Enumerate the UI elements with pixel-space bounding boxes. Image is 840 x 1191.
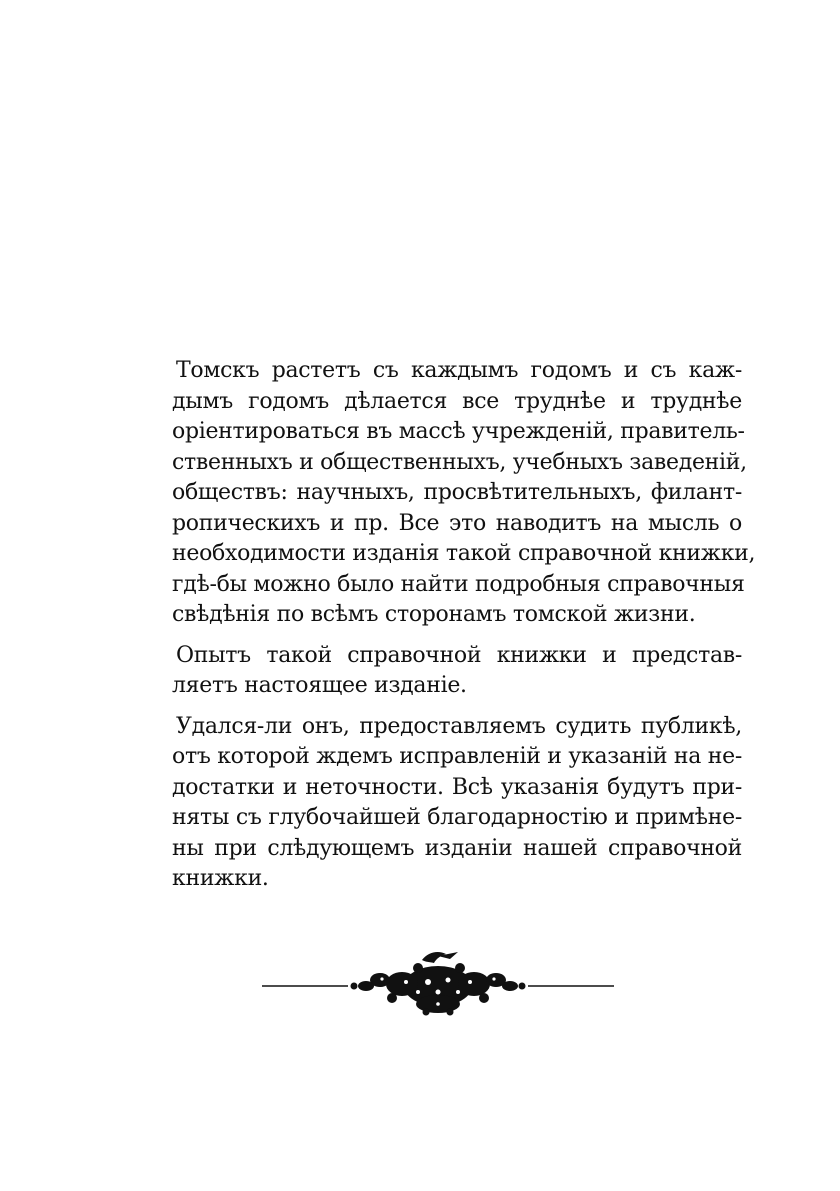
text-line: книжки. xyxy=(172,866,269,891)
floral-vignette-icon xyxy=(262,950,614,1020)
text-line: Удался-ли онъ, предоставляемъ судить публикѣ, xyxy=(176,713,742,739)
text-line: отъ которой ждемъ исправленій и указаній на не- xyxy=(172,744,743,769)
text-line: необходимости изданія такой справочной книжки, xyxy=(172,541,756,566)
text-line: няты съ глубочайшей благодарностію и примѣне- xyxy=(172,805,742,830)
text-line: ропическихъ и пр. Все это наводитъ на мысль о xyxy=(172,510,742,536)
text-line: Опытъ такой справочной книжки и представ- xyxy=(176,642,742,668)
paragraph-1 xyxy=(172,356,756,631)
preface-text xyxy=(172,356,756,895)
text-line: Томскъ растетъ съ каждымъ годомъ и съ каж- xyxy=(176,358,742,383)
text-line: оріентироваться въ массѣ учрежденій, правитель- xyxy=(172,419,745,444)
text-line: гдѣ-бы можно было найти подробныя справочныя xyxy=(172,571,745,597)
paragraph-3 xyxy=(172,712,742,895)
text-line: дымъ годомъ дѣлается все труднѣе и труднѣе xyxy=(172,388,742,414)
text-line: обществъ: научныхъ, просвѣтительныхъ, филант- xyxy=(172,480,742,505)
text-line: свѣдѣнія по всѣмъ сторонамъ томской жизни. xyxy=(172,602,696,627)
text-line: ляетъ настоящее изданіе. xyxy=(172,673,467,698)
text-line: достатки и неточности. Всѣ указанія будутъ при- xyxy=(172,774,742,800)
paragraph-2 xyxy=(172,641,742,702)
text-line: ны при слѣдующемъ изданіи нашей справочной xyxy=(172,835,742,861)
text-line: ственныхъ и общественныхъ, учебныхъ заведеній, xyxy=(172,449,747,475)
